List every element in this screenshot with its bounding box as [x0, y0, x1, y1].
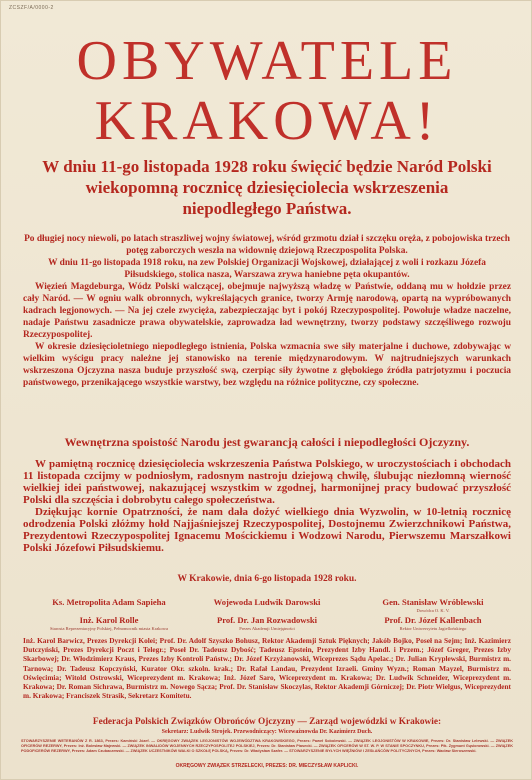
paragraph: W pamiętną rocznicę dziesięciolecia wskrzeszenia Państwa Polskiego, w uroczystościach i obchodach 11 listopada czcijmy w podniosłym, radosnym nastroju dziejową chwilę, ślubując niezłomną wierność wielkiej idei państwowej, nakazującej wszystkim w zgodnej, harmonijnej pracy budować przyszłość Polski dla szczęścia i dobrobytu całego społeczeństwa. [23, 458, 511, 506]
section-heading: Wewnętrzna spoistość Narodu jest gwarancją całości i niepodległości Ojczyzny. [64, 435, 470, 449]
federation-officers: Sekretarz: Ludwik Strojek. Przewodniczący: Wiceważnowda Dr. Kazimierz Duch. [161, 729, 373, 735]
signatory-role: Starosta Reprezentacyjny Polskiej, Pełnomocnik miasta Krakowa [50, 626, 168, 631]
paragraph: Po długiej nocy niewoli, po latach straszliwej wojny światowej, wśród grzmotu dział i szczęku oręża, z pobojowiska trzech potęg zaborczych weszła na widownię dziejową Rzeczpospolita Polska. [24, 234, 510, 256]
signatory-name: Ks. Metropolita Adam Sapieha [52, 597, 166, 607]
federation-heading: Federacja Polskich Związków Obrońców Ojczyzny — Zarząd wojewódzki w Krakowie: [92, 717, 442, 727]
signatory-name: Prof. Dr. Jan Rozwadowski [216, 615, 318, 625]
archive-mark: ZCSZF/A/0000-2 [9, 5, 54, 11]
signature-darowski [189, 597, 345, 608]
footer-line: OKRĘGOWY ZWIĄZEK STRZELECKI, PREZES: DR. MIECZYSŁAW KAPLICKI. [175, 763, 359, 769]
paragraph: W dniu 11-go listopada 1918 roku, na zew Polskiej Organizacji Wojskowej, działającej z woli i rozkazu Józefa Piłsudskiego, stolica nasza, Warszawa zrywa haniebne pęta okupantów. [48, 258, 486, 280]
paragraph: W okresie dziesięcioletniego niepodległego istnienia, Polska wzmacnia swe siły materjalne i duchowe, zdobywając w wielkim wyścigu pracy należne jej stanowisko na terenie międzynarodowym. W najtrudniejszych warunkach wskrzeszona Ojczyzna nasza buduje przyszłość swą, czerpiąc siły żywotne z głębokiego źródła patrjotyzmu i poczucia państwowego, przenikającego wszystkie warstwy, bez względu na różnice polityczne, czy społeczne. [23, 342, 511, 388]
lead-paragraph: W dniu 11-go listopada 1928 roku święcić będzie Naród Polski wiekopomną rocznicę dziesięciolecia wskrzeszenia niepodległego Państwa. [42, 157, 492, 218]
title-line-2: KRAKOWA! [94, 90, 440, 152]
committee-roster: Inż. Karol Barwicz, Prezes Dyrekcji Kolei; Prof. Dr. Adolf Szyszko Bohusz, Rektor Akademji Sztuk Pięknych; Jakób Bojko, Poseł na Sejm; Inż. Kazimierz Dutczyński, Prezes Dyrekcji Poczt i Telegr.; Poseł Dr. Tadeusz Dybość; Tadeusz Epstein, Prezydent Izby Handl. i Przem.; Józef Greger, Prezes Izby Skarbowej; Dr. Włodzimierz Kraus, Prezes Izby Kontroli Państw.; Dr. Józef Krzyżanowski, Wiceprezes Sądu Apelac.; Dr. Julian Kryplewski, Burmistrz m. Tarnowa; Dr. Tadeusz Kopczyński, Kurator Okr. szkoln. krak.; Dr. Rafał Landau, Prezydent Izraeli. Gminy Wyzn.; Roman Mayzel, Burmistrz m. Oświęcimia; Witold Ostrowski, Wiceprezydent m. Krakowa; Inż. Józef Saro, Wiceprezydent m. Krakowa; Dr. Ludwik Schneider, Wiceprezydent m. Krakowa; Dr. Roman Sichrawa, Burmistrz m. Nowego Sącza; Prof. Dr. Stanisław Skoczylas, Rektor Akademji Górniczej; Dr. Piotr Wielgus, Wiceprezydent m. Krakowa; Franciszek Strasik, Sekretarz Komitetu. [23, 636, 511, 701]
signature-sapieha [29, 597, 189, 608]
title-line-1: OBYWATELE [76, 30, 458, 92]
signature-wroblewski [351, 597, 515, 613]
proclamation-part-1 [23, 233, 511, 389]
member-organizations: STOWARZYSZENIE WETERANÓW Z R. 1863, Prezes: Kamiński Józef. — OKRĘGOWY ZWIĄZEK LEGJONISTÓW WOJEWÓDZTWA KRAKOWSKIEGO, Prezes: Paweł Sobolewski. — ZWIĄZEK LEGJONISTÓW W KRAKOWIE, Prezes: Dr. Stanisław Lelewski. — ZWIĄZEK OFICERÓW REZERWY, Prezes: Inż. Bolesław Majewski. — ZWIĄZEK INWALIDÓW WOJENNYCH RZECZYPOSPOLITEJ POLSKIEJ, Prezes: Dr. Stanisław Piasecki. — ZWIĄZEK OFICERÓW W ST. W. P. W STANIE SPOCZYNKU, Prezes: Płk. Zygmunt Gąsiorowski. — ZWIĄZEK PODOFICERÓW REZERWY, Prezes: Adam Czubaczewski. — ZWIĄZEK UCZESTNIKÓW WALKI O SZKOŁĘ POLSKĄ, Prezes: Dr. Władysław Szafer. — STOWARZYSZENIE BYŁYCH WIĘŹNIÓW I ZESŁAŃCÓW POLITYCZNYCH, Prezes: Wacław Sieroszewski. [21, 739, 513, 753]
signatory-name: Gen. Stanisław Wróblewski [382, 597, 484, 607]
signatory-role: Dowódca O. K. V. [416, 608, 450, 613]
signature-kallenbach [351, 615, 515, 631]
signature-rozwadowski [189, 615, 345, 631]
signatory-role: Prezes Akademji Umiejętności [239, 626, 295, 631]
signatory-name: Wojewoda Ludwik Darowski [213, 597, 321, 607]
dateline: W Krakowie, dnia 6-go listopada 1928 roku. [177, 574, 357, 584]
paragraph: Dziękując kornie Opatrzności, że nam dała dożyć wielkiego dnia Wyzwolin, w 10-letnią rocznicę odrodzenia Polski złóżmy hołd Najjaśniejszej Rzeczypospolitej, Dostojnemu Zwierzchnikowi Państwa, Prezydentowi Rzeczypospolitej Ignacemu Mościckiemu i Wodzowi Narodu, Pierwszemu Marszałkowi Polski Józefowi Piłsudskiemu. [23, 506, 511, 554]
signatory-name: Prof. Dr. Józef Kallenbach [384, 615, 482, 625]
proclamation-part-2 [23, 458, 511, 554]
signatory-name: Inż. Karol Rolle [79, 615, 139, 625]
signature-rolle [29, 615, 189, 631]
signatory-role: Rektor Uniwersytetu Jagiellońskiego [399, 626, 467, 631]
paragraph: Więzień Magdeburga, Wódz Polski walczącej, obejmuje najwyższą władzę w Państwie, oddaną mu w hołdzie przez cały Naród. — W ogniu walk obronnych, wykreślających granice, tworzy Armję narodową, opartą na wypróbowanych kadrach legjonowych. — Na jej czele zwycięża, zabezpieczając byt i pokój Rzeczypospolitej. Powołuje władze naczelne, nadaje Państwu zasadnicze prawa obywatelskie, zaprowadza ład wewnętrzny, tworzy podstawy szczęśliwego rozwoju Rzeczypospolitej. [23, 282, 511, 340]
